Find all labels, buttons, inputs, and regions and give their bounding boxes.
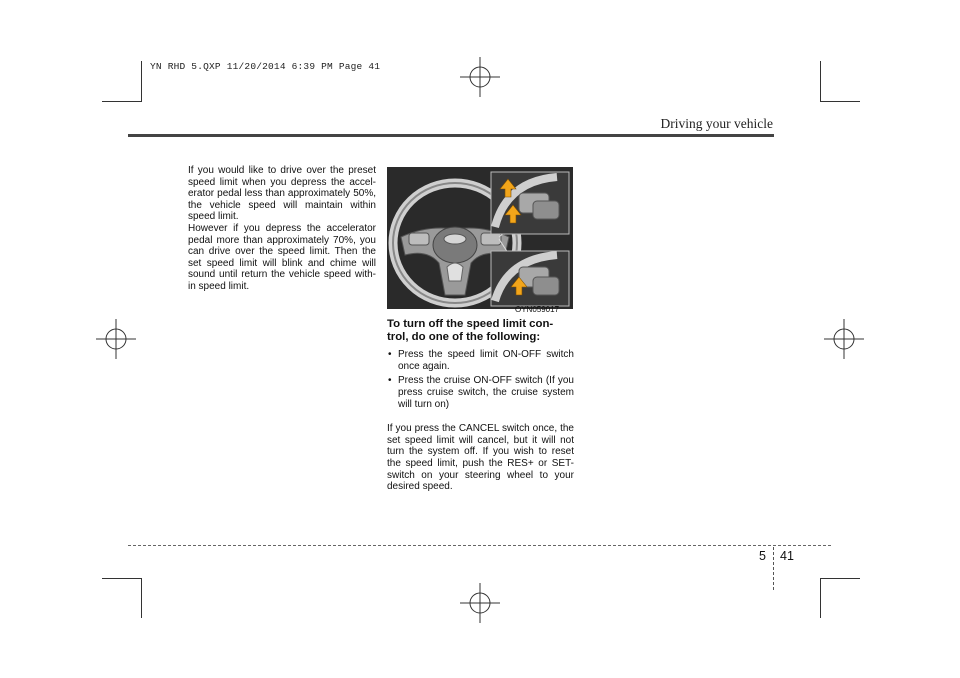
section-title: Driving your vehicle xyxy=(660,116,773,131)
paragraph: If you would like to drive over the preset speed limit when you depress the accel- erator pedal less than approximately 50%, the vehicle speed will maintain within speed limit. xyxy=(188,165,376,223)
footer-rule xyxy=(128,545,831,546)
header-rule xyxy=(128,134,774,137)
figure-caption: OYN059017 xyxy=(515,305,560,314)
crop-mark xyxy=(820,578,860,579)
registration-mark-right xyxy=(824,319,864,359)
registration-mark-bottom xyxy=(460,583,500,623)
crop-mark xyxy=(820,578,821,618)
crop-mark xyxy=(102,578,142,579)
list-item: • Press the speed limit ON-OFF switch once again. xyxy=(387,349,574,372)
paragraph: However if you depress the accelerator pedal more than approximately 70%, you can drive over the speed limit. Then the set speed limit will blink and chime will sound until return the vehicle speed with- in speed limit. xyxy=(188,222,376,292)
left-column xyxy=(188,165,376,293)
crop-mark xyxy=(141,61,142,101)
registration-mark-left xyxy=(96,319,136,359)
paragraph: If you press the CANCEL switch once, the set speed limit will cancel, but it will not turn the system off. If you wish to reset the speed limit, push the RES+ or SET- switch on your steering wheel to your desired speed. xyxy=(387,423,574,493)
crop-mark xyxy=(820,61,821,101)
page-number-separator xyxy=(773,547,775,590)
steering-wheel-figure xyxy=(387,167,573,309)
print-slug: YN RHD 5.QXP 11/20/2014 6:39 PM Page 41 xyxy=(150,61,381,72)
steering-wheel-illustration xyxy=(387,167,573,309)
crop-mark xyxy=(102,101,142,102)
subheading: To turn off the speed limit con- trol, do one of the following: xyxy=(387,318,554,343)
right-column xyxy=(387,318,574,493)
chapter-number: 5 xyxy=(759,549,766,563)
registration-mark-top xyxy=(460,57,500,97)
crop-mark xyxy=(141,578,142,618)
crop-mark xyxy=(820,101,860,102)
page-number: 41 xyxy=(780,549,794,563)
bullet-list xyxy=(387,349,574,410)
list-item: • Press the cruise ON-OFF switch (If you press cruise switch, the cruise system will turn on) xyxy=(387,375,574,410)
